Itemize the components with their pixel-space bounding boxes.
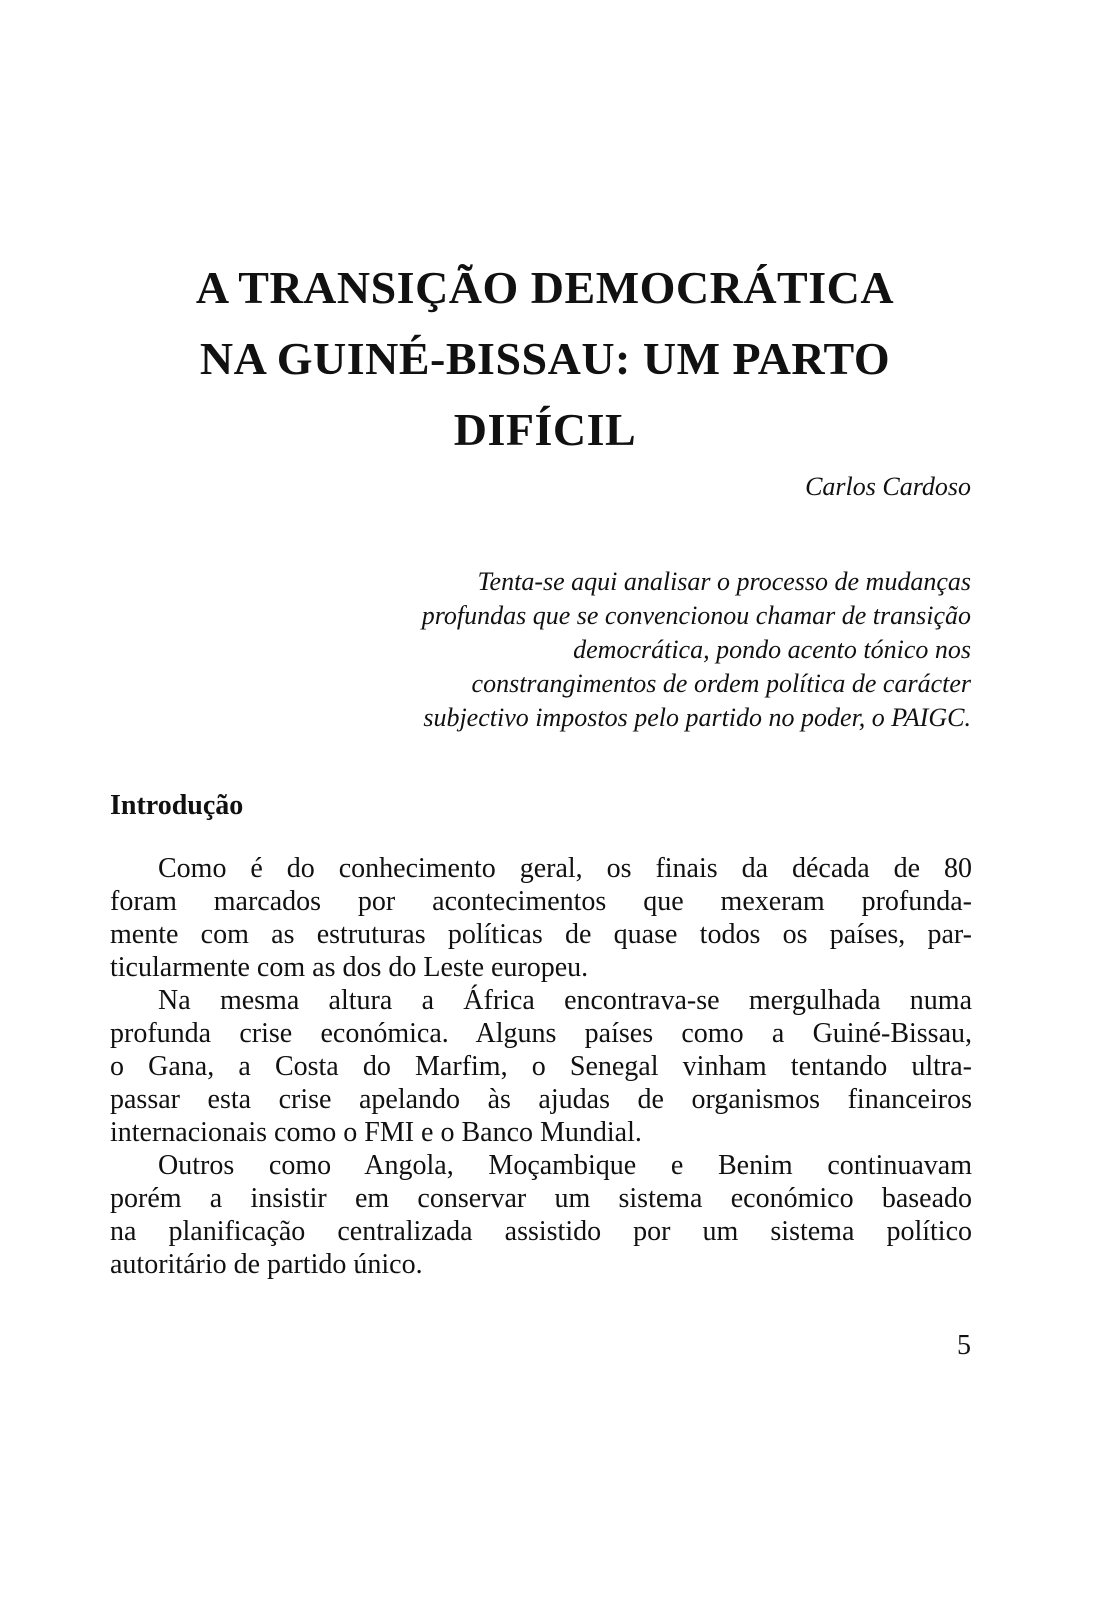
article-title [110, 252, 980, 465]
abstract-line: constrangimentos de ordem política de carácter [471, 669, 971, 698]
paragraph-line: o Gana, a Costa do Marfim, o Senegal vinham tentando ultra- [110, 1051, 972, 1082]
paragraph-line: passar esta crise apelando às ajudas de organismos financeiros [110, 1084, 972, 1115]
title-line: DIFÍCIL [453, 404, 637, 455]
paragraph-line: mente com as estruturas políticas de quase todos os países, par- [110, 919, 972, 950]
abstract-line: Tenta-se aqui analisar o processo de mudanças [477, 567, 971, 596]
title-line: A TRANSIÇÃO DEMOCRÁTICA [195, 262, 895, 313]
paragraph-line: porém a insistir em conservar um sistema económico baseado [110, 1183, 972, 1214]
page-number: 5 [957, 1330, 971, 1361]
paragraph-line: profunda crise económica. Alguns países como a Guiné-Bissau, [110, 1018, 972, 1049]
abstract [251, 565, 971, 735]
abstract-line: profundas que se convencionou chamar de transição [421, 601, 971, 630]
author-name: Carlos Cardoso [805, 472, 971, 501]
abstract-line: subjectivo impostos pelo partido no poder, o PAIGC. [423, 703, 971, 732]
title-line: NA GUINÉ-BISSAU: UM PARTO [199, 333, 891, 384]
body-text [110, 852, 972, 1281]
paragraph-line: autoritário de partido único. [110, 1249, 423, 1280]
section-heading-introduction: Introdução [110, 790, 244, 821]
paragraph-line: foram marcados por acontecimentos que mexeram profunda- [110, 886, 972, 917]
abstract-line: democrática, pondo acento tónico nos [573, 635, 971, 664]
paragraph-line: internacionais como o FMI e o Banco Mundial. [110, 1117, 642, 1148]
paragraph-line: Como é do conhecimento geral, os finais da década de 80 [158, 853, 972, 884]
paragraph-line: ticularmente com as dos do Leste europeu. [110, 952, 589, 983]
paragraph-line: na planificação centralizada assistido por um sistema político [110, 1216, 972, 1247]
paragraph-line: Outros como Angola, Moçambique e Benim continuavam [158, 1150, 972, 1181]
paragraph-line: Na mesma altura a África encontrava-se mergulhada numa [158, 985, 972, 1016]
